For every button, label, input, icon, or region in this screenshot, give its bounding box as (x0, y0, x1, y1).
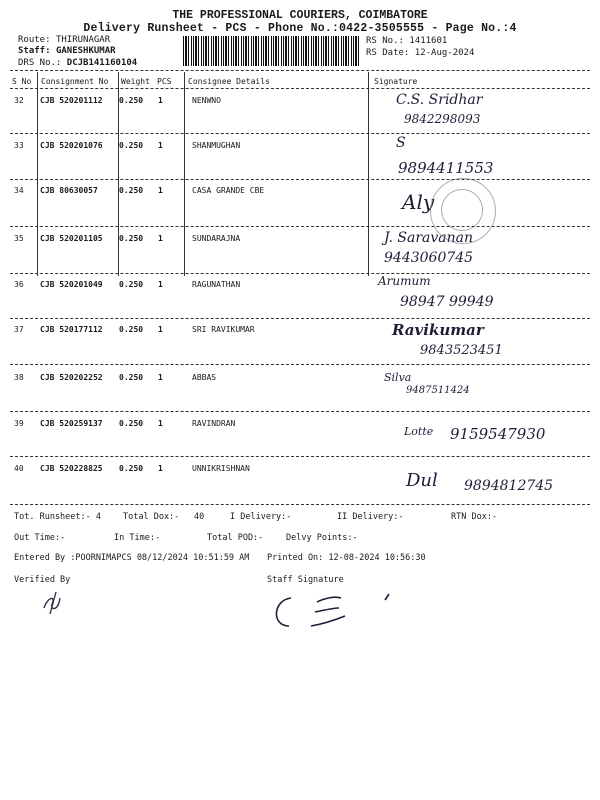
row-pcs: 1 (158, 141, 163, 150)
row-separator (10, 133, 590, 134)
handwritten-phone: 9894411553 (398, 159, 494, 177)
row-consignee: SRI RAVIKUMAR (192, 325, 255, 334)
row-sno: 34 (14, 186, 24, 195)
staff-value: GANESHKUMAR (55, 46, 116, 56)
row-sno: 39 (14, 419, 24, 428)
row-sno: 37 (14, 325, 24, 334)
row-consignment: CJB 520201049 (40, 280, 103, 289)
staff-signature-mark (265, 586, 425, 636)
row-pcs: 1 (158, 96, 163, 105)
row-weight: 0.250 (119, 464, 144, 473)
entered-by: Entered By :POORNIMAPCS 08/12/2024 10:51:59 AM (14, 553, 250, 563)
row-consignment: CJB 520177112 (40, 325, 103, 334)
drs-value: DCJB141160104 (66, 58, 138, 68)
rs-no-line (366, 36, 447, 46)
handwritten-phone: 9159547930 (450, 425, 546, 443)
tot-runsheet: Tot. Runsheet:- 4 (14, 512, 101, 522)
row-separator (10, 273, 590, 274)
total-pod: Total POD:- (207, 533, 264, 543)
row-consignee: ABBAS (192, 373, 217, 382)
staff-label: Staff: (18, 46, 51, 56)
row-separator (10, 364, 590, 365)
col-header-sno: S No (12, 77, 32, 86)
row-pcs: 1 (158, 373, 163, 382)
row-consignment: CJB 520201112 (40, 96, 103, 105)
company-name: THE PROFESSIONAL COURIERS, COIMBATORE (172, 9, 428, 22)
row-sno: 40 (14, 464, 24, 473)
col-header-weight: Weight (121, 77, 150, 86)
handwritten-phone: 9487511424 (406, 385, 470, 396)
barcode (183, 36, 360, 66)
verified-initials-mark (38, 588, 68, 618)
col-header-signature: Signature (374, 77, 418, 86)
row-weight: 0.250 (119, 325, 144, 334)
handwritten-phone: 9843523451 (420, 343, 503, 358)
handwritten-signature: Aly (402, 190, 435, 214)
row-separator (10, 411, 590, 412)
total-dox-value: 40 (194, 512, 205, 522)
row-consignee: NENWNO (192, 96, 221, 105)
col-divider (37, 72, 38, 276)
handwritten-signature: Ravikumar (392, 321, 484, 339)
row-consignee: SUNDARAJNA (192, 234, 241, 243)
handwritten-signature: Dul (406, 470, 438, 491)
row-consignment: CJB 520202252 (40, 373, 103, 382)
ii-delivery: II Delivery:- (337, 512, 404, 522)
header-rule (10, 88, 590, 89)
row-sno: 36 (14, 280, 24, 289)
row-separator (10, 226, 590, 227)
row-separator (10, 504, 590, 505)
route-label: Route: (18, 35, 51, 45)
row-sno: 35 (14, 234, 24, 243)
drs-line (18, 58, 137, 68)
rs-date-label: RS Date: (366, 48, 410, 58)
row-sno: 38 (14, 373, 24, 382)
col-divider (184, 72, 185, 276)
row-sno: 33 (14, 141, 24, 150)
row-consignee: SHANMUGHAN (192, 141, 241, 150)
handwritten-signature: Lotte (404, 425, 434, 438)
row-consignment: CJB 80630057 (40, 186, 98, 195)
handwritten-signature: S (396, 135, 406, 151)
col-header-consignment: Consignment No (41, 77, 109, 86)
row-pcs: 1 (158, 325, 163, 334)
runsheet-title: Delivery Runsheet - PCS - Phone No.:0422-3505555 - Page No.:4 (83, 22, 517, 35)
staff-signature-label: Staff Signature (267, 575, 344, 585)
row-consignee: UNNIKRISHNAN (192, 464, 250, 473)
row-pcs: 1 (158, 419, 163, 428)
handwritten-phone: 9842298093 (404, 112, 481, 126)
table-top-rule (10, 70, 590, 71)
col-header-pcs: PCS (157, 77, 172, 86)
row-weight: 0.250 (119, 234, 144, 243)
row-consignee: RAVINDRAN (192, 419, 236, 428)
row-weight: 0.250 (119, 141, 144, 150)
row-pcs: 1 (158, 186, 163, 195)
row-consignment: CJB 520259137 (40, 419, 103, 428)
row-consignee: CASA GRANDE CBE (192, 186, 265, 195)
rs-date-value: 12-Aug-2024 (414, 48, 475, 58)
handwritten-signature: Arumum (378, 274, 431, 288)
out-time: Out Time:- (14, 533, 66, 543)
handwritten-signature: C.S. Sridhar (396, 92, 483, 108)
rs-no-value: 1411601 (409, 36, 448, 46)
delvy-points: Delvy Points:- (286, 533, 358, 543)
row-weight: 0.250 (119, 280, 144, 289)
row-separator (10, 318, 590, 319)
row-separator (10, 456, 590, 457)
route-value: THIRUNAGAR (55, 35, 111, 45)
row-separator (10, 179, 590, 180)
drs-label: DRS No.: (18, 58, 62, 68)
handwritten-signature: J. Saravanan (384, 230, 474, 246)
route-line (18, 35, 110, 45)
staff-line (18, 46, 116, 56)
row-weight: 0.250 (119, 373, 144, 382)
verified-by-label: Verified By (14, 575, 71, 585)
row-weight: 0.250 (119, 186, 144, 195)
row-consignment: CJB 520201076 (40, 141, 103, 150)
i-delivery: I Delivery:- (230, 512, 292, 522)
total-dox-label: Total Dox:- (123, 512, 180, 522)
handwritten-phone: 9443060745 (384, 250, 474, 266)
row-sno: 32 (14, 96, 24, 105)
handwritten-phone: 9894812745 (464, 478, 554, 494)
row-pcs: 1 (158, 280, 163, 289)
row-weight: 0.250 (119, 419, 144, 428)
handwritten-signature: Silva (384, 371, 412, 384)
in-time: In Time:- (114, 533, 161, 543)
row-pcs: 1 (158, 464, 163, 473)
row-consignee: RAGUNATHAN (192, 280, 241, 289)
row-pcs: 1 (158, 234, 163, 243)
rs-date-line (366, 48, 474, 58)
handwritten-phone: 98947 99949 (400, 294, 494, 310)
col-header-consignee: Consignee Details (188, 77, 270, 86)
rtn-dox: RTN Dox:- (451, 512, 498, 522)
company-stamp (430, 178, 496, 244)
rs-no-label: RS No.: (366, 36, 404, 46)
row-consignment: CJB 520228825 (40, 464, 103, 473)
col-divider (368, 72, 369, 276)
row-consignment: CJB 520201105 (40, 234, 103, 243)
printed-on: Printed On: 12-08-2024 10:56:30 (267, 553, 426, 563)
row-weight: 0.250 (119, 96, 144, 105)
